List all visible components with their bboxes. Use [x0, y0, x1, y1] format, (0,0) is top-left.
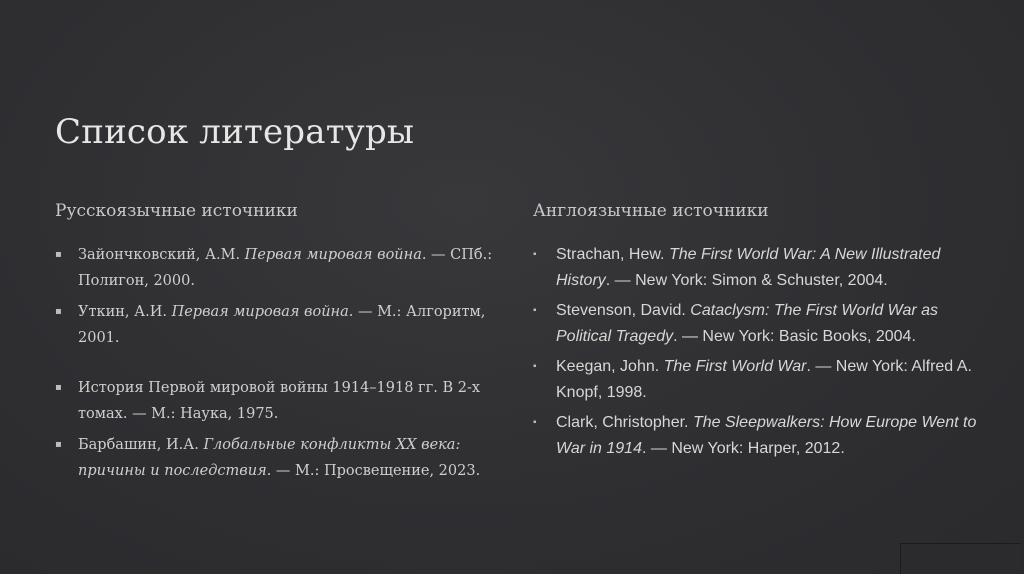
- item-author: Strachan, Hew.: [556, 246, 669, 263]
- item-title: Глобальные конфликты XX века: причины и последствия: [78, 437, 461, 479]
- item-publication: . — М.: Алгоритм, 2001.: [78, 304, 486, 346]
- list-item: [55, 432, 495, 484]
- corner-frame: [900, 543, 1021, 574]
- item-publication: . — New York: Harper, 2012.: [641, 440, 845, 457]
- russian-sources-heading: Русскоязычные источники: [55, 201, 298, 221]
- bullet-icon: ▪: [55, 306, 62, 317]
- bullet-icon: ▪: [55, 439, 62, 450]
- bullet-icon: ▪: [55, 382, 62, 393]
- list-item: [533, 354, 983, 406]
- english-sources-list: [533, 242, 983, 462]
- item-publication: . — СПб.: Полигон, 2000.: [78, 247, 493, 289]
- english-sources-heading: Англоязычные источники: [533, 201, 769, 221]
- item-author: История Первой мировой войны 1914–1918 гг. В 2-х томах. — М.: Наука, 1975.: [78, 380, 481, 422]
- list-item: [55, 375, 495, 427]
- russian-sources-list: [55, 242, 495, 484]
- item-author: Clark, Christopher.: [556, 414, 693, 431]
- bullet-icon: ▪: [533, 417, 537, 428]
- list-item: [533, 242, 983, 294]
- item-author: Зайончковский, А.М.: [78, 247, 245, 263]
- item-title: Cataclysm: The First World War as Political Tragedy: [556, 302, 939, 345]
- item-author: Stevenson, David.: [556, 302, 691, 319]
- item-title: The First World War: A New Illustrated History: [556, 246, 941, 289]
- bullet-icon: ▪: [55, 249, 62, 260]
- item-author: Барбашин, И.А.: [78, 437, 204, 453]
- list-item: [55, 299, 495, 351]
- list-item: [533, 298, 983, 350]
- list-item: [533, 410, 983, 462]
- english-sources-column: [533, 198, 983, 466]
- list-item: [55, 242, 495, 294]
- bullet-icon: ▪: [533, 249, 537, 260]
- item-title: The Sleepwalkers: How Europe Went to War in 1914: [556, 414, 977, 457]
- bullet-icon: ▪: [533, 305, 537, 316]
- item-title: The First World War: [663, 358, 807, 375]
- bullet-icon: ▪: [533, 361, 537, 372]
- russian-sources-column: [55, 198, 495, 489]
- item-author: Уткин, А.И.: [78, 304, 172, 320]
- item-title: Первая мировая война: [244, 247, 422, 263]
- item-title: Первая мировая война: [171, 304, 349, 320]
- page-title: Список литературы: [55, 112, 415, 152]
- item-publication: . — New York: Basic Books, 2004.: [673, 328, 916, 345]
- item-publication: . — М.: Просвещение, 2023.: [266, 463, 481, 479]
- item-publication: . — New York: Alfred A. Knopf, 1998.: [556, 358, 972, 401]
- item-author: Keegan, John.: [556, 358, 664, 375]
- item-publication: . — New York: Simon & Schuster, 2004.: [605, 272, 888, 289]
